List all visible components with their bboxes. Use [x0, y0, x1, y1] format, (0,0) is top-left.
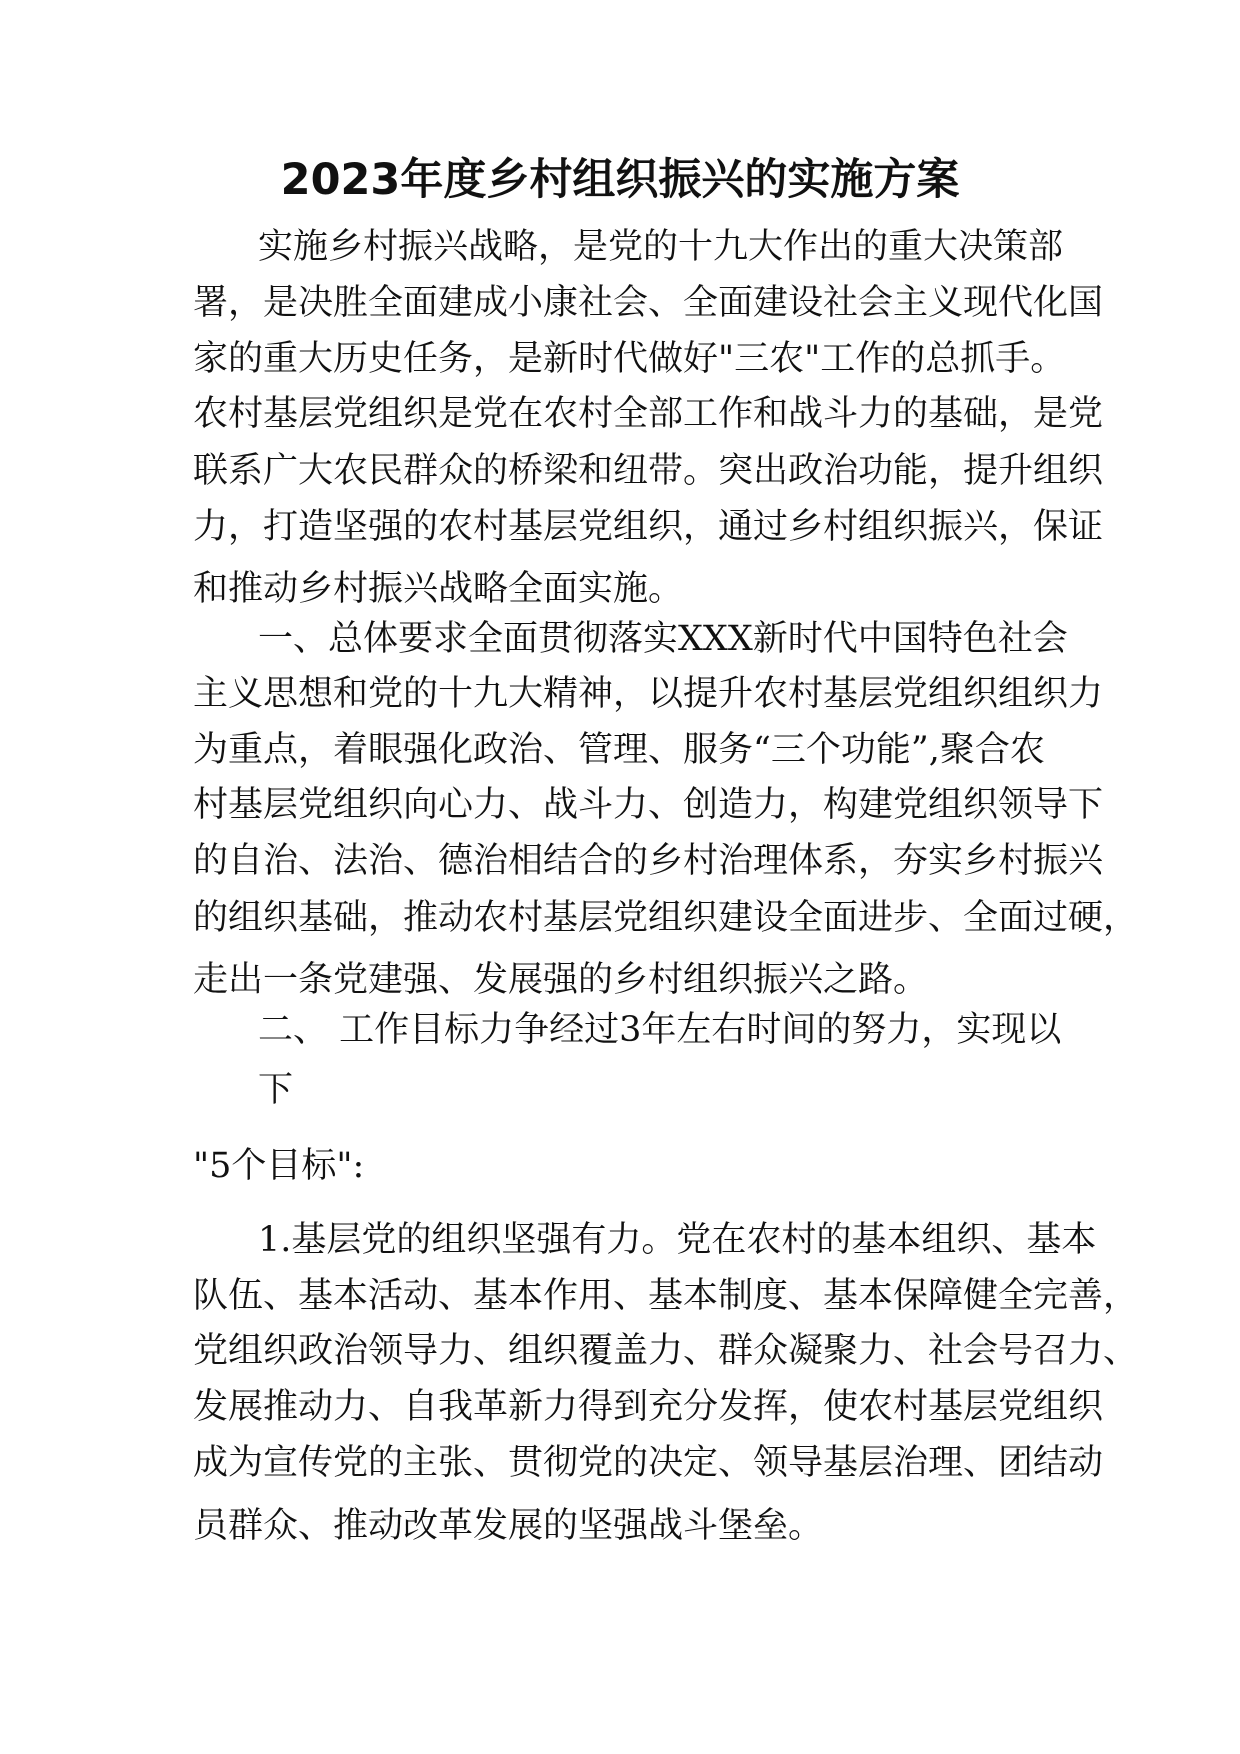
- paragraph-line: 党组织政治领导力、组织覆盖力、群众凝聚力、社会号召力、: [193, 1331, 1139, 1371]
- paragraph-line: 队伍、基本活动、基本作用、基本制度、基本保障健全完善，: [193, 1276, 1139, 1316]
- paragraph-line: 联系广大农民群众的桥梁和纽带。突出政治功能，提升组织: [193, 451, 1104, 491]
- paragraph-line: 家的重大历史任务，是新时代做好"三农"工作的总抓手。: [193, 339, 1066, 379]
- paragraph-line: 主义思想和党的十九大精神，以提升农村基层党组织组织力: [193, 674, 1104, 714]
- list-item-line: 1.基层党的组织坚强有力。党在农村的基本组织、基本: [258, 1220, 1097, 1260]
- paragraph-line: 为重点，着眼强化政治、管理、服务“三个功能”,聚合农: [193, 730, 1045, 770]
- paragraph-line: 农村基层党组织是党在农村全部工作和战斗力的基础，是党: [193, 394, 1104, 434]
- paragraph-line: 力，打造坚强的农村基层党组织，通过乡村组织振兴，保证: [193, 507, 1104, 547]
- paragraph-line: 员群众、推动改革发展的坚强战斗堡垒。: [193, 1506, 824, 1546]
- section-heading-line: 一、总体要求全面贯彻落实XXX新时代中国特色社会: [258, 619, 1068, 659]
- document-title: 2023年度乡村组织振兴的实施方案: [280, 155, 960, 205]
- paragraph-line: "5个目标":: [193, 1146, 365, 1186]
- paragraph-line: 走出一条党建强、发展强的乡村组织振兴之路。: [193, 960, 929, 1000]
- paragraph-line: 的组织基础，推动农村基层党组织建设全面进步、全面过硬，: [193, 898, 1139, 938]
- paragraph-line: 发展推动力、自我革新力得到充分发挥，使农村基层党组织: [193, 1387, 1104, 1427]
- paragraph-line: 的自治、法治、德治相结合的乡村治理体系，夯实乡村振兴: [193, 841, 1104, 881]
- paragraph-line: 下: [258, 1070, 294, 1110]
- paragraph-line: 村基层党组织向心力、战斗力、创造力，构建党组织领导下: [193, 785, 1104, 825]
- section-heading-line: 二、 工作目标力争经过3年左右时间的努力，实现以: [258, 1010, 1062, 1050]
- paragraph-line: 实施乡村振兴战略，是党的十九大作出的重大决策部: [258, 227, 1064, 267]
- paragraph-line: 成为宣传党的主张、贯彻党的决定、领导基层治理、团结动: [193, 1443, 1104, 1483]
- paragraph-line: 和推动乡村振兴战略全面实施。: [193, 569, 684, 609]
- paragraph-line: 署，是决胜全面建成小康社会、全面建设社会主义现代化国: [193, 283, 1104, 323]
